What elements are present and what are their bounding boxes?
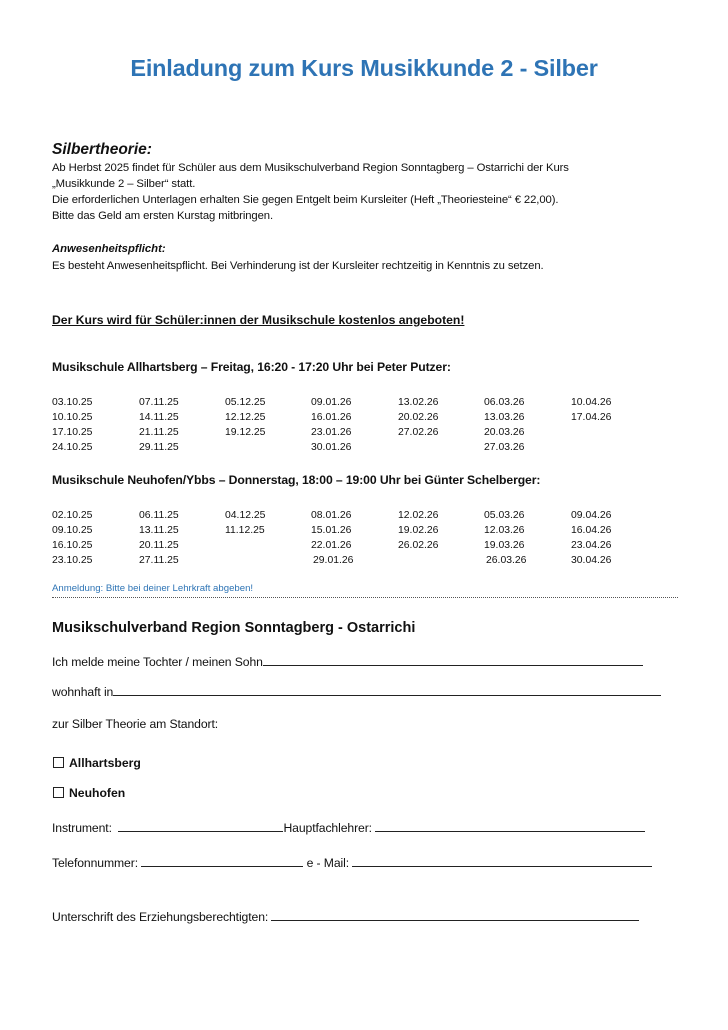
date-cell: 16.10.25 bbox=[52, 540, 93, 551]
date-cell: 19.12.25 bbox=[225, 427, 266, 438]
address-label: wohnhaft in bbox=[52, 685, 114, 699]
date-cell: 26.03.26 bbox=[486, 555, 527, 566]
date-column bbox=[225, 508, 305, 538]
date-cell: 10.04.26 bbox=[571, 397, 612, 408]
date-cell: 13.11.25 bbox=[139, 525, 179, 536]
instrument-field[interactable] bbox=[118, 820, 283, 832]
date-cell: 13.03.26 bbox=[484, 412, 525, 423]
date-column bbox=[484, 508, 564, 568]
location-option-allhartsberg[interactable] bbox=[53, 756, 141, 770]
date-column bbox=[139, 508, 219, 568]
date-cell: 04.12.25 bbox=[225, 510, 266, 521]
signature-label: Unterschrift des Erziehungsberechtigten: bbox=[52, 910, 269, 924]
date-cell: 12.12.25 bbox=[225, 412, 266, 423]
cut-line-divider bbox=[52, 597, 678, 598]
date-column bbox=[52, 395, 132, 455]
date-column bbox=[571, 395, 651, 425]
date-cell: 06.11.25 bbox=[139, 510, 179, 521]
intro-line: „Musikkunde 2 – Silber“ statt. bbox=[52, 178, 196, 190]
date-cell: 30.04.26 bbox=[571, 555, 612, 566]
date-cell: 02.10.25 bbox=[52, 510, 93, 521]
date-cell: 20.11.25 bbox=[139, 540, 179, 551]
address-row bbox=[52, 684, 661, 699]
date-cell: 03.10.25 bbox=[52, 397, 93, 408]
checkbox-neuhofen[interactable] bbox=[53, 787, 64, 798]
date-cell: 19.03.26 bbox=[484, 540, 525, 551]
location-prompt: zur Silber Theorie am Standort: bbox=[52, 717, 219, 731]
intro-line: Ab Herbst 2025 findet für Schüler aus dem Musikschulverband Region Sonntagberg – Ostarrichi der Kurs bbox=[52, 162, 569, 174]
date-cell: 23.04.26 bbox=[571, 540, 612, 551]
date-cell: 29.11.25 bbox=[139, 442, 179, 453]
page-title: Einladung zum Kurs Musikkunde 2 - Silber bbox=[130, 55, 598, 81]
intro-line: Bitte das Geld am ersten Kurstag mitbringen. bbox=[52, 210, 274, 222]
phone-email-row bbox=[52, 855, 652, 870]
date-cell: 07.11.25 bbox=[139, 397, 179, 408]
school-neuhofen-heading: Musikschule Neuhofen/Ybbs – Donnerstag, 18:00 – 19:00 Uhr bei Günter Schelberger: bbox=[52, 473, 541, 487]
signature-row bbox=[52, 909, 639, 924]
intro-line: Die erforderlichen Unterlagen erhalten Sie gegen Entgelt beim Kursleiter (Heft „Theoriesteine“ € 22,00). bbox=[52, 194, 559, 206]
date-cell: 26.02.26 bbox=[398, 540, 439, 551]
date-column bbox=[571, 508, 651, 568]
location-label: Neuhofen bbox=[69, 786, 126, 800]
date-column bbox=[398, 395, 478, 440]
date-cell: 21.11.25 bbox=[139, 427, 179, 438]
free-course-notice: Der Kurs wird für Schüler:innen der Musikschule kostenlos angeboten! bbox=[52, 313, 465, 327]
date-cell: 12.02.26 bbox=[398, 510, 439, 521]
date-cell: 09.10.25 bbox=[52, 525, 93, 536]
date-cell: 14.11.25 bbox=[139, 412, 179, 423]
location-option-neuhofen[interactable] bbox=[53, 786, 125, 800]
date-cell: 16.04.26 bbox=[571, 525, 612, 536]
date-cell: 11.12.25 bbox=[225, 525, 265, 536]
date-cell: 10.10.25 bbox=[52, 412, 93, 423]
date-column bbox=[225, 395, 305, 440]
teacher-label: Hauptfachlehrer: bbox=[283, 821, 372, 835]
date-column bbox=[311, 395, 391, 455]
address-field[interactable] bbox=[113, 684, 661, 696]
phone-field[interactable] bbox=[141, 855, 303, 867]
dates-table-allhartsberg bbox=[52, 395, 672, 457]
date-cell: 16.01.26 bbox=[311, 412, 352, 423]
date-cell: 05.03.26 bbox=[484, 510, 525, 521]
date-cell: 20.03.26 bbox=[484, 427, 525, 438]
date-cell: 27.02.26 bbox=[398, 427, 439, 438]
attendance-text: Es besteht Anwesenheitspflicht. Bei Verhinderung ist der Kursleiter rechtzeitig in Kenntnis zu setzen. bbox=[52, 260, 544, 272]
date-cell: 05.12.25 bbox=[225, 397, 266, 408]
date-column bbox=[311, 508, 391, 568]
dates-table-neuhofen bbox=[52, 508, 672, 570]
child-name-field[interactable] bbox=[263, 654, 643, 666]
date-cell: 15.01.26 bbox=[311, 525, 352, 536]
teacher-field[interactable] bbox=[375, 820, 645, 832]
registration-note: Anmeldung: Bitte bei deiner Lehrkraft abgeben! bbox=[52, 583, 254, 594]
date-cell: 29.01.26 bbox=[313, 555, 354, 566]
date-cell: 23.10.25 bbox=[52, 555, 93, 566]
email-field[interactable] bbox=[352, 855, 652, 867]
date-cell: 13.02.26 bbox=[398, 397, 439, 408]
signature-field[interactable] bbox=[271, 909, 639, 921]
intro-paragraph bbox=[52, 160, 569, 224]
date-cell: 27.11.25 bbox=[139, 555, 179, 566]
date-column bbox=[398, 508, 478, 553]
date-column bbox=[484, 395, 564, 455]
date-cell: 30.01.26 bbox=[311, 442, 352, 453]
instrument-label: Instrument: bbox=[52, 821, 112, 835]
date-cell: 08.01.26 bbox=[311, 510, 352, 521]
checkbox-allhartsberg[interactable] bbox=[53, 757, 64, 768]
school-allhartsberg-heading: Musikschule Allhartsberg – Freitag, 16:20 - 17:20 Uhr bei Peter Putzer: bbox=[52, 360, 451, 374]
date-cell: 19.02.26 bbox=[398, 525, 439, 536]
date-cell: 06.03.26 bbox=[484, 397, 525, 408]
date-cell: 23.01.26 bbox=[311, 427, 352, 438]
date-cell: 24.10.25 bbox=[52, 442, 93, 453]
date-column bbox=[139, 395, 219, 455]
child-name-label: Ich melde meine Tochter / meinen Sohn bbox=[52, 655, 263, 669]
child-name-row bbox=[52, 654, 643, 669]
date-cell: 22.01.26 bbox=[311, 540, 352, 551]
date-cell: 17.10.25 bbox=[52, 427, 93, 438]
date-cell: 17.04.26 bbox=[571, 412, 612, 423]
instrument-teacher-row bbox=[52, 820, 645, 835]
form-org-heading: Musikschulverband Region Sonntagberg - Ostarrichi bbox=[52, 620, 416, 636]
email-label: e - Mail: bbox=[306, 856, 350, 870]
date-cell: 12.03.26 bbox=[484, 525, 525, 536]
attendance-heading: Anwesenheitspflicht: bbox=[52, 243, 166, 255]
phone-label: Telefonnummer: bbox=[52, 856, 138, 870]
silbertheorie-heading: Silbertheorie: bbox=[52, 141, 152, 158]
location-label: Allhartsberg bbox=[69, 756, 141, 770]
date-column bbox=[52, 508, 132, 568]
date-cell: 09.04.26 bbox=[571, 510, 612, 521]
date-cell: 27.03.26 bbox=[484, 442, 525, 453]
date-cell: 09.01.26 bbox=[311, 397, 352, 408]
date-cell: 20.02.26 bbox=[398, 412, 439, 423]
